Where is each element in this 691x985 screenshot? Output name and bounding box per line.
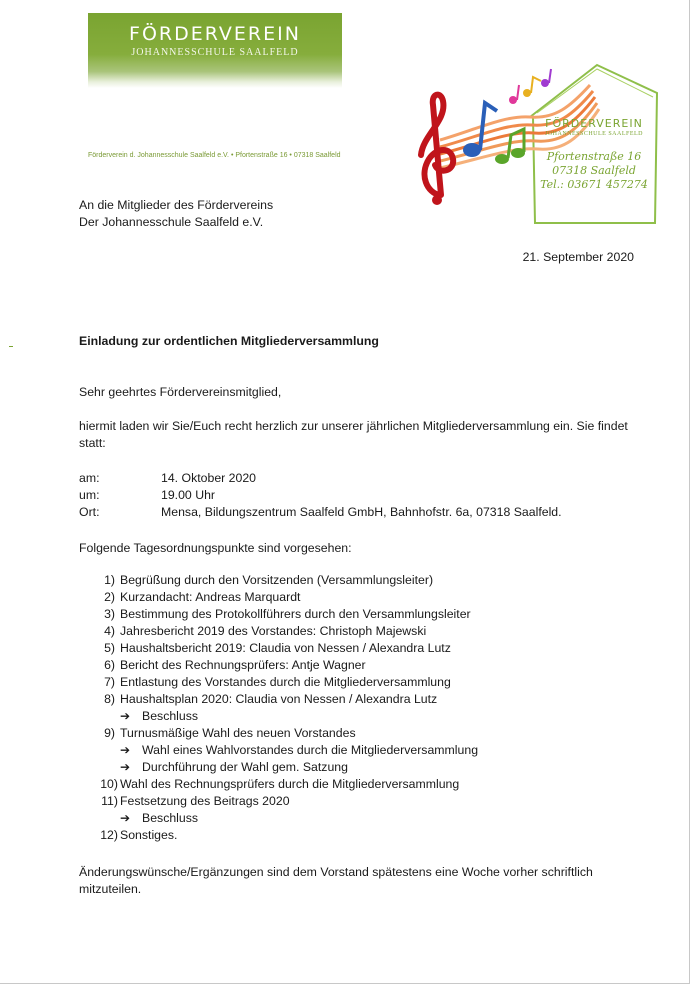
agenda-subitem	[79, 810, 478, 827]
detail-value: Mensa, Bildungszentrum Saalfeld GmbH, Bahnhofstr. 6a, 07318 Saalfeld.	[161, 505, 562, 519]
agenda-subitem-text: Beschluss	[142, 709, 199, 723]
arrow-right-icon: ➔	[120, 811, 131, 825]
detail-row-date	[79, 470, 562, 487]
agenda-number: 9)	[104, 726, 115, 740]
agenda-text: Bestimmung des Protokollführers durch den Versammlungsleiter	[120, 607, 471, 621]
agenda-item	[79, 572, 478, 589]
detail-label: am:	[79, 471, 100, 485]
margin-mark	[9, 346, 13, 347]
agenda-number: 5)	[104, 641, 115, 655]
agenda-item	[79, 606, 478, 623]
agenda-subitem	[79, 759, 478, 776]
intro-paragraph: hiermit laden wir Sie/Euch recht herzlich zur unserer jährlichen Mitgliederversammlung ein. Sie findet statt:	[79, 419, 628, 450]
agenda-text: Turnusmäßige Wahl des neuen Vorstandes	[120, 726, 356, 740]
detail-value: 14. Oktober 2020	[161, 471, 257, 485]
house-street: Pfortenstraße 16	[546, 150, 642, 163]
recipient-block	[79, 197, 273, 231]
agenda-item	[79, 827, 478, 844]
logo-title: FÖRDERVEREIN	[129, 23, 301, 45]
agenda-text: Festsetzung des Beitrags 2020	[120, 794, 290, 808]
agenda-item	[79, 657, 478, 674]
agenda-text: Wahl des Rechnungsprüfers durch die Mitgliederversammlung	[120, 777, 460, 791]
house-city: 07318 Saalfeld	[552, 164, 636, 177]
agenda-item	[79, 725, 478, 742]
house-outline	[530, 65, 657, 223]
detail-value: 19.00 Uhr	[161, 488, 216, 502]
agenda-text: Begrüßung durch den Vorsitzenden (Versammlungsleiter)	[120, 573, 434, 587]
letter-date: 21. September 2020	[522, 250, 634, 264]
greeting: Sehr geehrtes Fördervereinsmitglied,	[79, 385, 282, 399]
house-title: FÖRDERVEREIN	[545, 117, 643, 130]
agenda-text: Bericht des Rechnungsprüfers: Antje Wagner	[120, 658, 366, 672]
agenda-subitem-text: Beschluss	[142, 811, 199, 825]
agenda-item	[79, 640, 478, 657]
agenda-text: Sonstiges.	[120, 828, 178, 842]
small-notes-icon	[509, 69, 551, 104]
house-subtitle: JOHANNESSCHULE SAALFELD	[544, 131, 643, 137]
agenda-item	[79, 691, 478, 708]
association-logo	[88, 13, 342, 88]
agenda-number: 6)	[104, 658, 115, 672]
agenda-number: 4)	[104, 624, 115, 638]
agenda-intro: Folgende Tagesordnungspunkte sind vorgesehen:	[79, 541, 352, 555]
closing-paragraph: Änderungswünsche/Ergänzungen sind dem Vorstand spätestens eine Woche vorher schriftlich mitzuteilen.	[79, 865, 593, 896]
house-phone: Tel.: 03671 457274	[540, 178, 648, 191]
agenda-text: Haushaltsbericht 2019: Claudia von Nessen / Alexandra Lutz	[120, 641, 451, 655]
agenda-number: 2)	[104, 590, 115, 604]
recipient-line-1: An die Mitglieder des Fördervereins	[79, 198, 274, 212]
agenda-number: 12)	[100, 828, 118, 842]
arrow-right-icon: ➔	[120, 760, 131, 774]
detail-label: Ort:	[79, 505, 100, 519]
letter-subject: Einladung zur ordentlichen Mitgliederversammlung	[79, 334, 379, 348]
agenda-number: 8)	[104, 692, 115, 706]
agenda-number: 7)	[104, 675, 115, 689]
recipient-line-2: Der Johannesschule Saalfeld e.V.	[79, 215, 264, 229]
agenda-number: 1)	[104, 573, 115, 587]
detail-label: um:	[79, 488, 100, 502]
agenda-list	[79, 572, 478, 844]
agenda-number: 10)	[100, 777, 118, 791]
arrow-right-icon: ➔	[120, 709, 131, 723]
agenda-item	[79, 623, 478, 640]
agenda-number: 3)	[104, 607, 115, 621]
agenda-item	[79, 793, 478, 810]
treble-clef-icon	[421, 95, 453, 205]
letterhead-address: Förderverein d. Johannesschule Saalfeld e.V. • Pfortenstraße 16 • 07318 Saalfeld	[88, 152, 341, 159]
agenda-subitem	[79, 708, 478, 725]
agenda-text: Entlastung des Vorstandes durch die Mitgliederversammlung	[120, 675, 451, 689]
meeting-details	[79, 470, 562, 521]
detail-row-location	[79, 504, 562, 521]
agenda-item	[79, 776, 478, 793]
agenda-subitem	[79, 742, 478, 759]
agenda-item	[79, 674, 478, 691]
agenda-text: Kurzandacht: Andreas Marquardt	[120, 590, 301, 604]
agenda-text: Haushaltsplan 2020: Claudia von Nessen / Alexandra Lutz	[120, 692, 438, 706]
arrow-right-icon: ➔	[120, 743, 131, 757]
agenda-subitem-text: Durchführung der Wahl gem. Satzung	[142, 760, 348, 774]
agenda-text: Jahresbericht 2019 des Vorstandes: Christoph Majewski	[120, 624, 427, 638]
agenda-subitem-text: Wahl eines Wahlvorstandes durch die Mitgliederversammlung	[142, 743, 479, 757]
music-notes-house-graphic	[405, 55, 665, 225]
agenda-number: 11)	[101, 794, 118, 808]
logo-subtitle: JOHANNESSCHULE SAALFELD	[131, 47, 299, 58]
detail-row-time	[79, 487, 562, 504]
agenda-item	[79, 589, 478, 606]
